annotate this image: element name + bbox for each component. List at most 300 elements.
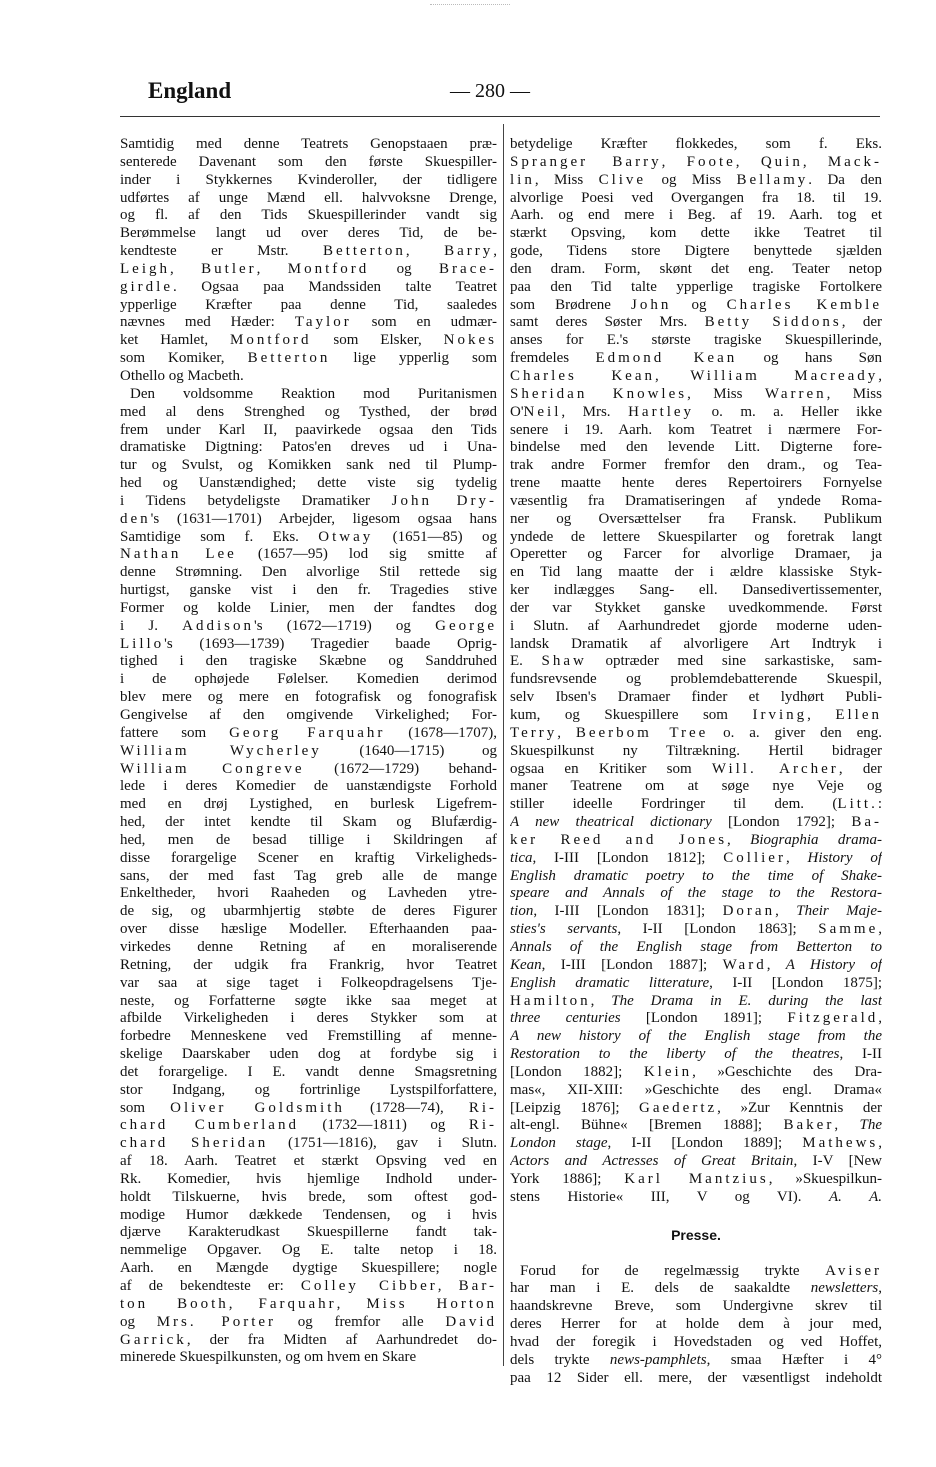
spaced-name: Edmond Kean — [595, 350, 738, 367]
text-run: med en drøj Lystighed, en burlesk Ligefrem- — [120, 796, 497, 813]
text-line — [510, 600, 882, 618]
text-run: blev mere og mere en fotografisk og fonografisk — [120, 689, 497, 706]
text-run: , — [766, 956, 786, 973]
text-run: , Mrs. — [561, 403, 629, 420]
page-number: — 280 — — [450, 80, 530, 102]
spaced-name: Charles Kean — [510, 367, 655, 384]
text-line — [120, 1082, 497, 1100]
text-run: over disse hæslige Modeller. Efterhaanden paa- — [120, 921, 497, 938]
text-line — [120, 404, 497, 422]
text-line — [510, 368, 882, 386]
spaced-name: Will. Archer — [711, 760, 839, 777]
text-run: Forud for de regelmæssig trykte — [520, 1262, 826, 1279]
text-line — [120, 225, 497, 243]
text-run: Former og kolde Linier, men der fandtes dog — [120, 599, 497, 616]
text-line — [120, 564, 497, 582]
text-run: , — [654, 367, 691, 384]
text-run: haandskrevne Breve, som Undergivne skrev til — [510, 1298, 882, 1315]
text-run: , — [336, 1295, 367, 1312]
text-line — [510, 707, 882, 725]
italic-title: Kean — [510, 956, 542, 973]
text-line — [120, 761, 497, 779]
text-run: inder i Stykkernes Kvinderoller, der tidligere — [120, 171, 497, 188]
text-line — [120, 314, 497, 332]
text-line — [120, 154, 497, 172]
text-run: lede i deres Komedier de uanstændigste Forhold — [120, 778, 497, 795]
text-line — [510, 957, 882, 975]
spaced-name: Butler — [201, 260, 257, 277]
text-line — [120, 546, 497, 564]
text-run: , — [256, 260, 288, 277]
text-run: og — [120, 1313, 157, 1330]
text-line — [120, 796, 497, 814]
spaced-name: girdle — [120, 278, 173, 295]
text-run: senterede Davenant som den første Skuespiller- — [120, 153, 497, 170]
text-line — [120, 457, 497, 475]
italic-title: Annals of the English stage from Betterton to — [510, 938, 882, 955]
text-line — [120, 832, 497, 850]
text-run: yndede de lettere Skuespilarter og foretrak langt — [510, 528, 882, 545]
text-line — [510, 493, 882, 511]
text-run: York 1886]; — [510, 1170, 625, 1187]
text-line — [120, 261, 497, 279]
italic-title: The Drama in E. during the last — [611, 992, 882, 1009]
italic-title: A History of — [785, 956, 882, 973]
text-run: Operetter og Farcer for alvorlige Dramaer, ja — [510, 546, 882, 563]
text-run: anses for E.'s største tragiske Skuespillerinde, — [510, 332, 882, 349]
spaced-name: Ba- — [851, 814, 882, 831]
left-column — [120, 136, 497, 1367]
spaced-name: Foote — [686, 153, 736, 170]
spaced-name: Betterton — [247, 350, 331, 367]
spaced-name: Oliver Goldsmith — [170, 1099, 345, 1116]
text-line — [120, 243, 497, 261]
text-line — [510, 1280, 882, 1298]
text-line — [510, 582, 882, 600]
spaced-name: Samme — [818, 921, 879, 938]
text-line — [510, 279, 882, 297]
spaced-name: ton Booth — [120, 1295, 229, 1312]
text-line — [120, 439, 497, 457]
text-run: afbilde Virkeligheden i deres Stykker som at — [120, 1010, 497, 1027]
text-run: 's (1693—1739) Tragedier baade Oprig- — [164, 635, 497, 652]
text-line — [510, 1082, 882, 1100]
spaced-name: Bellamy — [736, 171, 809, 188]
text-run: de sig, og ubarmhjertig støbte de deres Figurer — [120, 903, 497, 920]
text-line — [510, 868, 882, 886]
spaced-name: Lillo — [120, 635, 165, 652]
text-line — [120, 939, 497, 957]
text-line — [510, 511, 882, 529]
spaced-name: Mrs. Porter — [156, 1313, 277, 1330]
text-line — [120, 475, 497, 493]
text-run: af 18. Aarh. Teatret et stærkt Opsving ved en — [120, 1153, 497, 1170]
text-run: betydelige Kræfter flokkedes, som f. Eks. — [510, 136, 882, 152]
italic-title: English dramatic litterature — [510, 974, 710, 991]
spaced-name: Spranger Barry — [510, 153, 662, 170]
spaced-name: Farquahr — [258, 1295, 337, 1312]
text-run: optræder med sine sarkastiske, sam- — [586, 653, 882, 670]
running-head: England — [148, 78, 232, 103]
text-line — [510, 1028, 882, 1046]
text-line — [120, 368, 497, 386]
text-line — [510, 439, 882, 457]
text-run: , — [775, 903, 797, 920]
text-run: sans, der med fast Tag greb alle de mange — [120, 867, 497, 884]
spaced-name: Neil — [523, 403, 562, 420]
text-line — [120, 1260, 497, 1278]
text-run: , Miss — [687, 385, 765, 402]
text-run: hurtigst, ganske vist i den fr. Tragedies stive — [120, 582, 497, 599]
text-line — [120, 1046, 497, 1064]
text-run: Samtidige som f. Eks. — [120, 528, 319, 545]
text-run: som Komiker, — [120, 350, 248, 367]
text-run: , — [170, 260, 202, 277]
text-run: , der — [841, 314, 882, 331]
text-run: o. m. a. Heller ikke — [694, 403, 882, 420]
text-run: , — [834, 1117, 860, 1134]
text-line — [120, 850, 497, 868]
spaced-name: Aviser — [825, 1262, 882, 1279]
spaced-name: Beerbom Tree — [575, 724, 709, 741]
text-run: alvorlige Poesi ved Overgangen fra 18. til 19. — [510, 189, 882, 206]
text-line — [510, 207, 882, 225]
text-line — [510, 814, 882, 832]
spaced-name: Betty Siddons — [704, 314, 842, 331]
text-run: Aarh. og end mere i Beg. af 19. Aarh. tog et — [510, 207, 882, 224]
text-run: , der fra Midten af Aarhundredet do- — [186, 1331, 497, 1348]
text-run: Gengivelse af den omgivende Virkelighed; For- — [120, 707, 497, 723]
text-run: , — [878, 921, 882, 938]
text-run: som Brødrene — [510, 296, 632, 313]
text-line — [510, 885, 882, 903]
text-line — [120, 1278, 497, 1296]
text-run: , »Geschichte des Dra- — [692, 1063, 882, 1080]
text-run: modige Humor dækkede Tendensen, og i hvis — [120, 1206, 497, 1223]
text-run: deres Herrer for at holde dem à jour med, — [510, 1316, 882, 1333]
text-run: fremdeles — [510, 350, 596, 367]
text-run: dramatiske Digtning: Patos'en dreves ud i Una- — [120, 439, 497, 456]
text-line — [510, 332, 882, 350]
text-run: Enkeltheder, hvori Raaheden og Lavheden ytre- — [120, 885, 497, 902]
text-line — [510, 243, 882, 261]
text-line — [120, 725, 497, 743]
spaced-name: Miss Horton — [366, 1295, 497, 1312]
section-heading-presse: Presse. — [671, 1226, 721, 1243]
text-run: , — [661, 153, 687, 170]
text-run: og Miss — [646, 171, 737, 188]
text-run: hed og Uanstændighed; dette viste sig tydelig — [120, 475, 497, 492]
text-run: i J. — [120, 617, 183, 634]
text-line — [120, 600, 497, 618]
text-line — [120, 529, 497, 547]
text-line — [120, 493, 497, 511]
text-line — [120, 332, 497, 350]
spaced-name: David — [445, 1313, 497, 1330]
italic-title: London stage — [510, 1135, 608, 1152]
text-line — [510, 475, 882, 493]
text-run: som Elsker, — [311, 332, 444, 349]
text-line — [120, 636, 497, 654]
italic-title: Restoration to the liberty of the theatres — [510, 1046, 840, 1063]
text-run: fattere som — [120, 724, 230, 741]
spaced-name: Georg Farquahr — [229, 724, 386, 741]
italic-title: History of — [807, 849, 882, 866]
text-run: Othello og Macbeth. — [120, 367, 244, 384]
text-line — [120, 1135, 497, 1153]
text-line — [120, 653, 497, 671]
text-line — [510, 1298, 882, 1316]
spaced-name: Ri- — [468, 1099, 497, 1116]
text-run: stens Historie« III, V og VI). — [510, 1188, 802, 1205]
text-run: bindelse med den levende Litt. Digterne fore- — [510, 439, 882, 456]
italic-title: A new theatrical dictionary — [510, 814, 712, 831]
italic-title: A. A. — [828, 1188, 882, 1205]
header-rule — [120, 116, 880, 117]
text-run: en Tid lang maatte der i ældre klassiske Styk- — [510, 564, 882, 581]
scan-edge-mark — [430, 4, 510, 5]
spaced-name: John Dry- — [391, 492, 497, 509]
italic-title: tica — [510, 849, 533, 866]
text-line — [120, 618, 497, 636]
text-run: mas«, XII-XIII: »Geschichte des engl. Drama« — [510, 1081, 882, 1098]
text-run: , — [802, 153, 828, 170]
text-line — [120, 172, 497, 190]
text-run: (1657—95) lod sig smitte af — [236, 546, 497, 563]
text-line — [510, 529, 882, 547]
spaced-name: lin — [510, 171, 535, 188]
text-line — [510, 225, 882, 243]
text-run: tur og Svulst, og Komikken sank ned til Plump- — [120, 457, 497, 474]
text-line — [120, 814, 497, 832]
text-line — [120, 921, 497, 939]
spaced-name: Montford — [230, 332, 312, 349]
text-line — [120, 1349, 497, 1367]
text-run: der var Stykket ganske uvedkommende. Først — [510, 599, 882, 616]
spaced-name: Montford — [287, 260, 370, 277]
text-run: det forargelige. I E. vandt denne Smagsretning — [120, 1063, 497, 1080]
text-run: , — [807, 707, 836, 723]
spaced-name: Clive — [598, 171, 647, 188]
text-line — [510, 796, 882, 814]
text-run: udførtes af unge Mænd ell. halvvoksne Drenge, — [120, 189, 497, 206]
text-line — [510, 939, 882, 957]
text-run: Retning, der udgik fra Frankrig, hvor Teatret — [120, 956, 497, 973]
spaced-name: Mack- — [827, 153, 882, 170]
text-run: og hans Søn — [737, 350, 882, 367]
text-run: selv Ibsen's Dramaer finder et lydhørt Publi- — [510, 689, 882, 706]
text-line — [120, 903, 497, 921]
text-line — [120, 136, 497, 154]
text-run: (1651—85) og — [373, 528, 497, 545]
spaced-name: Warren — [764, 385, 827, 402]
text-run: i de ophøjede Følelser. Komedien derimod — [120, 671, 497, 688]
text-line — [510, 1135, 882, 1153]
text-line — [510, 903, 882, 921]
text-line — [120, 1010, 497, 1028]
text-run: væsentlig fra Dramatiseringen af yndede Roma- — [510, 492, 882, 509]
text-run: , »Skuespilkun- — [768, 1170, 882, 1187]
italic-title: Biographia drama- — [750, 831, 882, 848]
text-run: samt deres Søster Mrs. — [510, 314, 705, 331]
text-line — [510, 457, 882, 475]
text-line — [120, 422, 497, 440]
text-line — [510, 975, 882, 993]
text-run: hed, men de besad tillige i Skildringen af — [120, 831, 497, 848]
text-run: nævnes med Hæder: — [120, 314, 295, 331]
text-run: stiller ideelle Fordringer til dem. ( — [510, 796, 838, 813]
text-line — [120, 582, 497, 600]
text-run: , — [727, 831, 751, 848]
spaced-name: Hartley — [628, 403, 695, 420]
text-line — [120, 885, 497, 903]
italic-title: tion — [510, 903, 534, 920]
text-line — [510, 1334, 882, 1352]
spaced-name: chard Cumberland — [120, 1117, 299, 1134]
text-run: , der — [838, 760, 882, 777]
text-line — [120, 386, 497, 404]
text-line — [510, 761, 882, 779]
text-line — [510, 1064, 882, 1082]
text-run: ket Hamlet, — [120, 332, 231, 349]
text-run: maner Teatrene om at søge nye Veje og — [510, 778, 882, 795]
text-run: denne Strømning. Den alvorlige Stil rettede sig — [120, 564, 497, 581]
text-line — [510, 422, 882, 440]
text-line — [510, 1189, 882, 1207]
text-line — [120, 975, 497, 993]
text-run: (1640—1715) og — [321, 742, 497, 759]
spaced-name: Barry — [444, 243, 494, 260]
text-line — [510, 618, 882, 636]
text-run: senere i 19. Aarh. kom Teatret i nærmere For- — [510, 421, 882, 438]
text-run: , I-III [London 1812]; — [532, 849, 724, 866]
text-run: og — [369, 260, 440, 277]
text-line — [120, 1100, 497, 1118]
text-run: minerede Skuespilkunsten, og om hvem en Skare — [120, 1349, 417, 1366]
spaced-name: Betterton — [323, 243, 406, 260]
text-run: E. — [510, 653, 542, 670]
spaced-name: Irving — [752, 707, 808, 723]
text-run: . Da den — [808, 171, 882, 188]
text-line — [510, 850, 882, 868]
text-line — [120, 1117, 497, 1135]
text-run: landsk Dramatik af alvorligere Art Indtryk i — [510, 635, 882, 652]
text-run: frem under Karl II, paavirkede ogsaa den Tids — [120, 421, 497, 438]
italic-title: Actors and Actresses of Great Britain — [510, 1153, 794, 1170]
text-run: stor Indgang, og fortrinlige Lystspilforfattere, — [120, 1081, 497, 1098]
spaced-name: Fitzgerald — [787, 1010, 879, 1027]
text-line — [120, 1153, 497, 1171]
text-run: hvad der foregik i Hovedstaden og ved Hoffet, — [510, 1334, 882, 1350]
text-run: tighed i den tragiske Skæbne og Sanddruhed — [120, 653, 497, 670]
text-run: har man i E. dels de saakaldte — [510, 1280, 811, 1297]
text-line — [120, 1207, 497, 1225]
spaced-name: Karl Mantzius — [624, 1170, 769, 1187]
text-run: hed, der intet kendte til Skam og Blufærdig- — [120, 814, 497, 831]
text-line — [120, 743, 497, 761]
text-line — [510, 546, 882, 564]
text-line — [510, 1117, 882, 1135]
text-line — [120, 207, 497, 225]
text-run: 's (1631—1701) Arbejder, ligesom ogsaa hans — [150, 510, 497, 527]
text-line — [510, 136, 882, 154]
text-run: , Miss — [534, 171, 599, 188]
text-run: (1678—1707), — [385, 724, 497, 741]
text-line — [120, 868, 497, 886]
text-run: neste, og Forfatterne søgte ikke saa meget at — [120, 992, 497, 1009]
text-run: djærve Karakterudkast Skuespillerne fandt tak- — [120, 1224, 497, 1241]
text-line — [120, 190, 497, 208]
spaced-name: Taylor — [294, 314, 352, 331]
spaced-name: William Macready — [690, 367, 879, 384]
spaced-name: Gaedertz — [639, 1099, 718, 1116]
text-run: . Ogsaa paa Mandssiden talte Teatret — [173, 278, 497, 295]
text-line — [510, 636, 882, 654]
text-run: stærkt Opsving, kom dette ikke Teatret til — [510, 225, 882, 242]
text-run: alt-engl. Bühne« [Bremen 1888]; — [510, 1117, 784, 1134]
italic-title: Their Maje- — [796, 903, 882, 920]
text-run: (1672—1729) behand- — [304, 760, 497, 777]
text-run: (1751—1816), gav i Slutn. — [268, 1135, 497, 1152]
text-line — [120, 1064, 497, 1082]
text-line — [510, 1352, 882, 1370]
text-line — [510, 172, 882, 190]
text-line — [120, 1171, 497, 1189]
text-run: (1728—74), — [344, 1099, 469, 1116]
text-line — [510, 314, 882, 332]
text-run: , Miss — [826, 385, 882, 402]
text-line — [510, 778, 882, 796]
text-run: paa 12 Sider ell. mere, der væsentligst indeholdt — [510, 1369, 882, 1386]
text-run: , — [228, 1295, 259, 1312]
text-run: , I-II [London 1863]; — [617, 921, 819, 938]
text-line — [120, 1314, 497, 1332]
column-divider — [503, 124, 504, 1366]
text-line — [120, 1242, 497, 1260]
spaced-name: Otway — [318, 528, 374, 545]
spaced-name: Sheridan Knowles — [510, 385, 688, 402]
text-run: og — [671, 296, 727, 313]
italic-title: The — [859, 1117, 882, 1134]
text-run: , — [878, 1010, 882, 1027]
text-run: Berømmelse langt ud over deres Tid, de be- — [120, 225, 497, 242]
spaced-name: Doran — [722, 903, 776, 920]
text-run: ypperlige Kræfter paa denne Tid, saaledes — [120, 296, 497, 313]
text-line — [510, 1263, 882, 1281]
text-run: , I-II — [839, 1046, 882, 1063]
text-line — [120, 1028, 497, 1046]
spaced-name: Hamilton — [510, 992, 591, 1009]
text-line — [510, 404, 882, 422]
text-run: trak andre Former fremfor den dram., og Tea- — [510, 457, 882, 474]
italic-title: news-pamphlets — [609, 1351, 707, 1368]
spaced-name: Ellen — [835, 707, 882, 723]
text-line — [510, 190, 882, 208]
text-run: ker indlægges Sang- ell. Dansedivertissementer, — [510, 582, 882, 599]
text-line — [120, 279, 497, 297]
text-line — [120, 671, 497, 689]
text-line — [510, 689, 882, 707]
spaced-name: Addison — [182, 617, 254, 634]
text-line — [120, 1296, 497, 1314]
text-run: skelige Daarskaber uden dog at fordybe sig i — [120, 1046, 497, 1063]
text-run: af de bekendteste er: — [120, 1278, 301, 1294]
spaced-name: chard Sheridan — [120, 1135, 269, 1152]
text-run: , — [590, 992, 612, 1009]
spaced-name: Terry — [510, 724, 558, 741]
text-line — [120, 350, 497, 368]
text-run: , I-III [London 1831]; — [533, 903, 723, 920]
